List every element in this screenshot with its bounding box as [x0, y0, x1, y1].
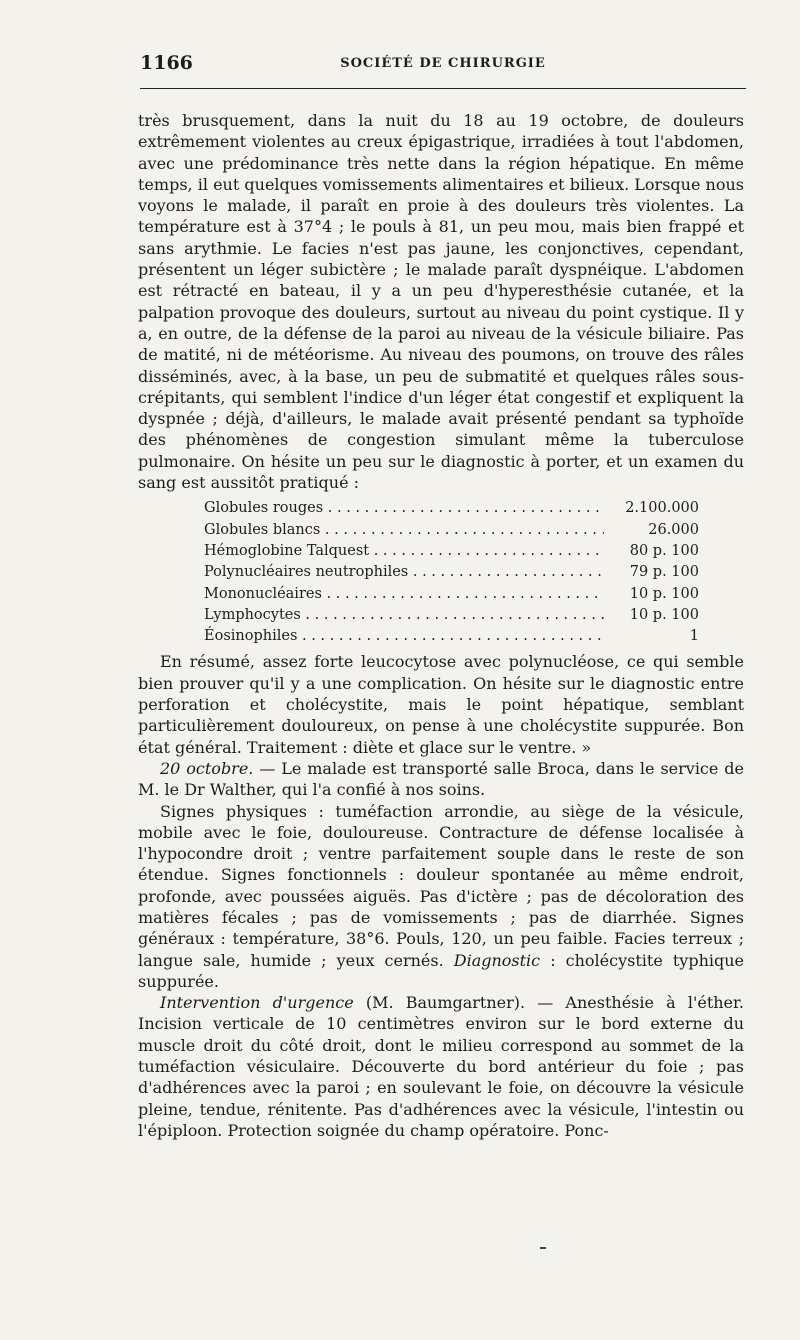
blood-label: Hémoglobine Talquest . . .	[204, 541, 604, 562]
header-rule	[140, 88, 746, 89]
paragraph-symptoms: très brusquement, dans la nuit du 18 au 19 octobre, de douleurs extrêmement violentes au creux épigastrique, irradiées à tout l'abdomen, avec une prédominance très nette dans la région hépatique. En même temps, il eut quelques vomissements alimentaires et bilieux. Lorsque nous voyons le malade, il paraît en proie à des douleurs très violentes. La température est à 37°4 ; le pouls à 81, un peu mou, mais bien frappé et sans arythmie. Le facies n'est pas jaune, les conjonctives, cependant, présentent un léger subictère ; le malade paraît dyspnéique. L'abdomen est rétracté en bateau, il y a un peu d'hyperesthésie cutanée, et la palpation provoque des douleurs, surtout au niveau du point cystique. Il y a, en outre, de la défense de la paroi au niveau de la vésicule biliaire. Pas de matité, ni de météorisme. Au niveau des poumons, on trouve des râles disséminés, avec, à la base, un peu de submatité et quelques râles sous-crépitants, qui semblent l'indice d'un léger état congestif et expliquent la dyspnée ; déjà, d'ailleurs, le malade avait présenté pendant sa typhoïde des phénomènes de congestion simulant même la tuberculose pulmonaire. On hésite un peu sur le diagnostic à porter, et un examen du sang est aussitôt pratiqué :	[138, 111, 744, 493]
blood-label: Mononucléaires . . .	[204, 584, 604, 605]
blood-value: 2.100.000	[625, 500, 699, 517]
page-header	[140, 52, 746, 78]
transfer-text: — Le malade est transporté salle Broca, dans le service de M. le Dr Walther, qui l'a confié à nos soins.	[138, 758, 744, 800]
body-text	[138, 110, 744, 1141]
table-row	[204, 562, 699, 583]
blood-value: 26.000	[648, 521, 699, 538]
blood-value: 80 p. 100	[629, 542, 699, 559]
diagnostic-text: : cholécystite typhique suppurée.	[138, 950, 745, 991]
paragraph-transfer	[138, 758, 744, 801]
paragraph-intervention	[138, 992, 744, 1141]
blood-label: Polynucléaires neutrophiles . . .	[204, 562, 604, 583]
table-row	[204, 626, 699, 647]
signs-text: Signes physiques : tuméfaction arrondie, au siège de la vésicule, mobile avec le foie, douloureuse. Contracture de défense localisée à l'hypocondre droit ; ventre parfaitement souple dans le reste de son étendue. Signes fonctionnels : douleur spontanée au même endroit, profonde, avec poussées aiguës. Pas d'ictère ; pas de décoloration des matières fécales ; pas de vomissements ; pas de diarrhée. Signes généraux : température, 38°6. Pouls, 120, un peu faible. Facies terreux ; langue sale, humide ; yeux cernés.	[138, 801, 744, 970]
blood-label: Globules blancs . . .	[204, 520, 604, 541]
blood-value: 1	[689, 628, 699, 645]
table-row	[204, 605, 699, 626]
paragraph-signs	[138, 801, 744, 993]
blood-label: Globules rouges . . .	[204, 498, 604, 519]
blood-label: Éosinophiles . . .	[204, 626, 604, 647]
page-number: 1166	[140, 52, 193, 74]
blood-label: Lymphocytes . . .	[204, 605, 604, 626]
blood-exam-table	[204, 498, 699, 647]
stray-mark	[540, 1247, 546, 1249]
intervention-label: Intervention d'urgence	[160, 993, 354, 1013]
table-row	[204, 541, 699, 562]
table-row	[204, 584, 699, 605]
date-label: 20 octobre.	[160, 758, 254, 778]
running-title: SOCIÉTÉ DE CHIRURGIE	[340, 56, 546, 71]
paragraph-summary: En résumé, assez forte leucocytose avec polynucléose, ce qui semble bien prouver qu'il y a une complication. On hésite sur le diagnostic entre perforation et cholécystite, mais le point hépatique, semblant particulièrement douloureux, on pense à une cholécystite suppurée. Bon état général. Traitement : diète et glace sur le ventre. »	[138, 652, 744, 757]
intervention-text: (M. Baumgartner). — Anesthésie à l'éther. Incision verticale de 10 centimètres environ sur le bord externe du muscle droit du côté droit, dont le milieu correspond au sommet de la tuméfaction vésiculaire. Découverte du bord antérieur du foie ; pas d'adhérences avec la paroi ; en soulevant le foie, on découvre la vésicule pleine, tendue, rénitente. Pas d'adhérences avec la vésicule, l'intestin ou l'épiploon. Protection soignée du champ opératoire. Ponc-	[138, 993, 744, 1140]
blood-value: 79 p. 100	[629, 564, 699, 581]
table-row	[204, 498, 699, 519]
blood-value: 10 p. 100	[629, 606, 699, 623]
table-row	[204, 520, 699, 541]
diagnostic-label: Diagnostic	[453, 950, 541, 970]
blood-value: 10 p. 100	[629, 585, 699, 602]
